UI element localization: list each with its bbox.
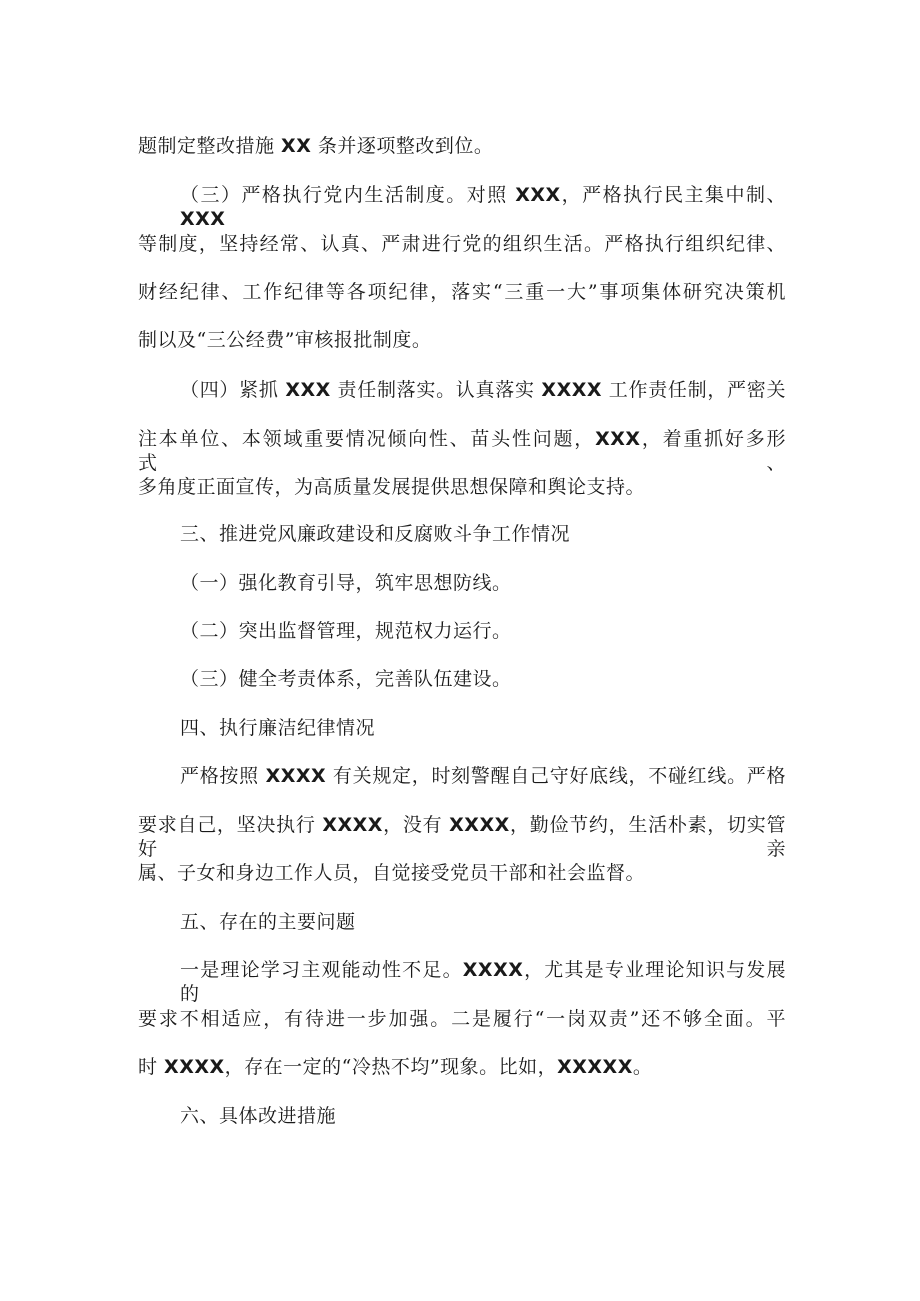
paragraph-line: 等制度，坚持经常、认真、严肃进行党的组织生活。严格执行组织纪律、 [138,233,786,255]
paragraph-line: 要求不相适应，有待进一步加强。二是履行“一岗双责”还不够全面。平 [138,1008,786,1030]
paragraph-line: 财经纪律、工作纪律等各项纪律，落实“三重一大”事项集体研究决策机 [138,281,786,303]
paragraph-line: 要求自己，坚决执行 XXXX，没有 XXXX，勤俭节约，生活朴素，切实管好亲 [138,814,786,860]
subsection-heading: （一）强化教育引导，筑牢思想防线。 [180,572,512,594]
section-heading: 四、执行廉洁纪律情况 [180,717,376,739]
paragraph-line: 严格按照 XXXX 有关规定，时刻警醒自己守好底线，不碰红线。严格 [180,765,786,787]
section-heading: 六、具体改进措施 [180,1105,337,1127]
paragraph-line: 属、子女和身边工作人员，自觉接受党员干部和社会监督。 [138,862,646,884]
section-heading: 三、推进党风廉政建设和反腐败斗争工作情况 [180,523,571,545]
paragraph-line: 多角度正面宣传，为高质量发展提供思想保障和舆论支持。 [138,476,646,498]
subsection-heading: （三）健全考责体系，完善队伍建设。 [180,668,512,690]
paragraph-line: 制以及“三公经费”审核报批制度。 [138,329,432,351]
paragraph-line: 一是理论学习主观能动性不足。XXXX，尤其是专业理论知识与发展的 [180,959,786,1005]
section-heading: 五、存在的主要问题 [180,911,356,933]
paragraph-line: （三）严格执行党内生活制度。对照 XXX，严格执行民主集中制、XXX [180,184,786,230]
paragraph-line: 注本单位、本领域重要情况倾向性、苗头性问题，XXX，着重抓好多形式、 [138,428,786,474]
paragraph-line: （四）紧抓 XXX 责任制落实。认真落实 XXXX 工作责任制，严密关 [180,379,786,401]
paragraph-line: 时 XXXX，存在一定的“冷热不均”现象。比如，XXXXX。 [138,1056,653,1078]
paragraph-line: 题制定整改措施 XX 条并逐项整改到位。 [138,135,494,157]
subsection-heading: （二）突出监督管理，规范权力运行。 [180,620,512,642]
